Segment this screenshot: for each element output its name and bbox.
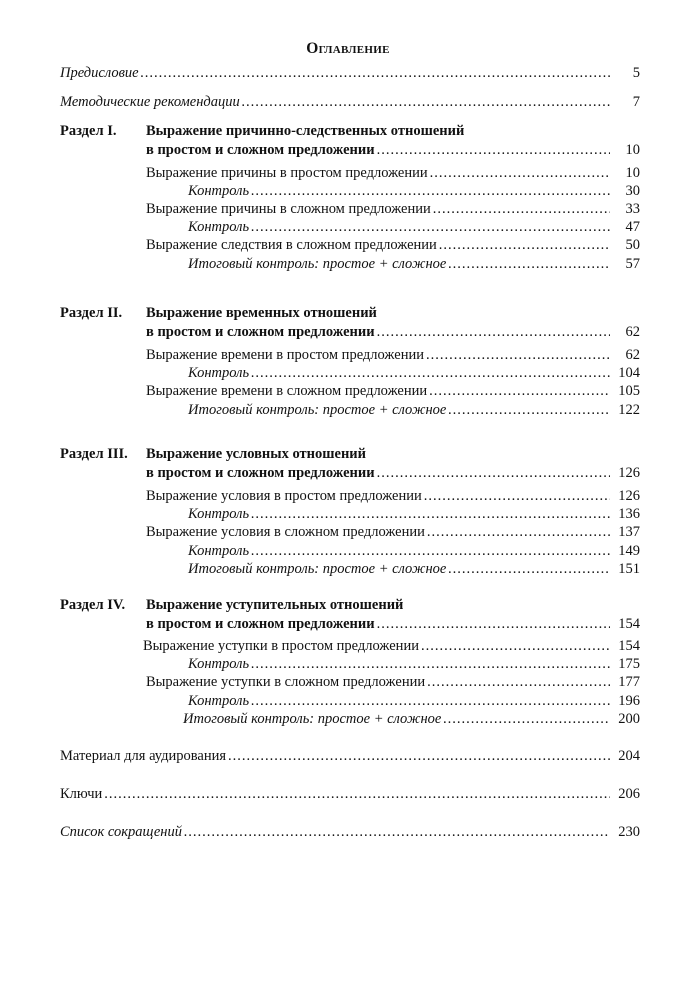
- section-title-line2: в простом и сложном предложении: [146, 465, 375, 481]
- leader-dots: [425, 522, 610, 542]
- page-number: 5: [632, 65, 640, 81]
- section-1-heading[interactable]: [146, 140, 640, 160]
- toc-entry-control[interactable]: [188, 504, 640, 524]
- entry-label: Контроль: [188, 365, 250, 381]
- entry-label: Выражение уступки в сложном предложении: [146, 674, 426, 690]
- leader-dots: [422, 486, 610, 506]
- page-number: 175: [618, 656, 640, 672]
- page-number: 30: [625, 183, 640, 199]
- leader-dots: [102, 784, 610, 804]
- toc-entry-control[interactable]: [188, 654, 640, 674]
- leader-dots: [375, 322, 610, 342]
- section-3-title-line1: Выражение условных отношений: [146, 446, 367, 462]
- entry-label: Предисловие: [60, 65, 139, 81]
- entry-label: Контроль: [188, 219, 250, 235]
- page-number: 7: [632, 94, 640, 110]
- leader-dots: [446, 400, 610, 420]
- toc-entry-preface[interactable]: [60, 63, 640, 83]
- toc-entry-final-control[interactable]: [188, 254, 640, 274]
- page-number: 151: [618, 561, 640, 577]
- leader-dots: [249, 181, 610, 201]
- page-title: Оглавление: [306, 40, 390, 57]
- page-number: 126: [618, 465, 640, 481]
- leader-dots: [182, 822, 610, 842]
- entry-label: Выражение условия в сложном предложении: [146, 524, 425, 540]
- entry-label: Выражение следствия в сложном предложении: [146, 237, 437, 253]
- entry-label: Ключи: [60, 786, 103, 802]
- toc-entry[interactable]: [146, 672, 640, 692]
- toc-entry-control[interactable]: [188, 363, 640, 383]
- entry-label: Выражение причины в сложном предложении: [146, 201, 431, 217]
- section-4-label: Раздел IV.: [60, 597, 126, 613]
- leader-dots: [249, 363, 610, 383]
- leader-dots: [249, 654, 610, 674]
- leader-dots: [425, 672, 610, 692]
- section-2-label: Раздел II.: [60, 305, 123, 321]
- section-2-title-line1: Выражение временных отношений: [146, 305, 377, 321]
- entry-label: Контроль: [188, 506, 250, 522]
- page-number: 154: [618, 638, 640, 654]
- toc-entry-methods[interactable]: [60, 92, 640, 112]
- section-title-line2: в простом и сложном предложении: [146, 142, 375, 158]
- entry-label: Выражение условия в простом предложении: [146, 488, 422, 504]
- entry-label: Контроль: [188, 656, 250, 672]
- entry-label: Список сокращений: [60, 824, 182, 840]
- leader-dots: [446, 254, 610, 274]
- section-1-label: Раздел I.: [60, 123, 117, 139]
- entry-label: Итоговый контроль: простое + сложное: [188, 402, 447, 418]
- toc-entry-control[interactable]: [188, 217, 640, 237]
- entry-label: Итоговый контроль: простое + сложное: [188, 561, 447, 577]
- toc-entry-final-control[interactable]: [188, 400, 640, 420]
- toc-entry[interactable]: [146, 163, 640, 183]
- leader-dots: [375, 140, 610, 160]
- page-number: 149: [618, 543, 640, 559]
- leader-dots: [446, 559, 610, 579]
- entry-label: Итоговый контроль: простое + сложное: [183, 711, 442, 727]
- toc-entry-final-control[interactable]: [188, 559, 640, 579]
- toc-entry-listening[interactable]: [60, 746, 640, 766]
- section-3-heading[interactable]: [146, 463, 640, 483]
- page-number: 154: [618, 616, 640, 632]
- page-number: 57: [625, 256, 640, 272]
- page-number: 177: [618, 674, 640, 690]
- leader-dots: [249, 504, 610, 524]
- toc-entry[interactable]: [146, 381, 640, 401]
- entry-label: Выражение уступки в простом предложении: [143, 638, 419, 654]
- page-number: 200: [618, 711, 640, 727]
- leader-dots: [424, 345, 610, 365]
- page-number: 47: [625, 219, 640, 235]
- page-number: 204: [618, 748, 640, 764]
- page-number: 50: [625, 237, 640, 253]
- entry-label: Выражение времени в сложном предложении: [146, 383, 428, 399]
- leader-dots: [249, 691, 610, 711]
- page-number: 126: [618, 488, 640, 504]
- section-3-label: Раздел III.: [60, 446, 128, 462]
- leader-dots: [431, 199, 610, 219]
- page-number: 206: [618, 786, 640, 802]
- entry-label: Выражение времени в простом предложении: [146, 347, 424, 363]
- page-number: 10: [625, 165, 640, 181]
- section-2-heading[interactable]: [146, 322, 640, 342]
- leader-dots: [375, 614, 610, 634]
- leader-dots: [249, 541, 610, 561]
- leader-dots: [139, 63, 610, 83]
- page-number: 137: [618, 524, 640, 540]
- page-number: 230: [618, 824, 640, 840]
- section-1-title-line1: Выражение причинно-следственных отношений: [146, 123, 465, 139]
- entry-label: Контроль: [188, 183, 250, 199]
- page-number: 122: [618, 402, 640, 418]
- toc-entry-control[interactable]: [188, 541, 640, 561]
- leader-dots: [375, 463, 610, 483]
- toc-entry-abbreviations[interactable]: [60, 822, 640, 842]
- leader-dots: [437, 235, 610, 255]
- section-4-title-line1: Выражение уступительных отношений: [146, 597, 404, 613]
- section-title-line2: в простом и сложном предложении: [146, 616, 375, 632]
- toc-entry-final-control[interactable]: [183, 709, 640, 729]
- leader-dots: [226, 746, 610, 766]
- page-number: 136: [618, 506, 640, 522]
- entry-label: Выражение причины в простом предложении: [146, 165, 428, 181]
- page-number: 62: [625, 324, 640, 340]
- page-number: 62: [625, 347, 640, 363]
- leader-dots: [419, 636, 610, 656]
- toc-entry[interactable]: [146, 486, 640, 506]
- toc-entry-keys[interactable]: [60, 784, 640, 804]
- entry-label: Методические рекомендации: [60, 94, 240, 110]
- section-4-heading[interactable]: [146, 614, 640, 634]
- entry-label: Материал для аудирования: [60, 748, 227, 764]
- toc-entry-control[interactable]: [188, 691, 640, 711]
- page-number: 105: [618, 383, 640, 399]
- toc-entry[interactable]: [146, 235, 640, 255]
- entry-label: Контроль: [188, 693, 250, 709]
- leader-dots: [249, 217, 610, 237]
- page-number: 10: [625, 142, 640, 158]
- page-number: 33: [625, 201, 640, 217]
- leader-dots: [240, 92, 610, 112]
- toc-entry[interactable]: [146, 199, 640, 219]
- page-number: 196: [618, 693, 640, 709]
- toc-entry[interactable]: [143, 636, 640, 656]
- toc-entry-control[interactable]: [188, 181, 640, 201]
- leader-dots: [427, 381, 610, 401]
- entry-label: Итоговый контроль: простое + сложное: [188, 256, 447, 272]
- toc-entry[interactable]: [146, 345, 640, 365]
- section-title-line2: в простом и сложном предложении: [146, 324, 375, 340]
- page-number: 104: [618, 365, 640, 381]
- toc-entry[interactable]: [146, 522, 640, 542]
- leader-dots: [441, 709, 610, 729]
- entry-label: Контроль: [188, 543, 250, 559]
- leader-dots: [428, 163, 610, 183]
